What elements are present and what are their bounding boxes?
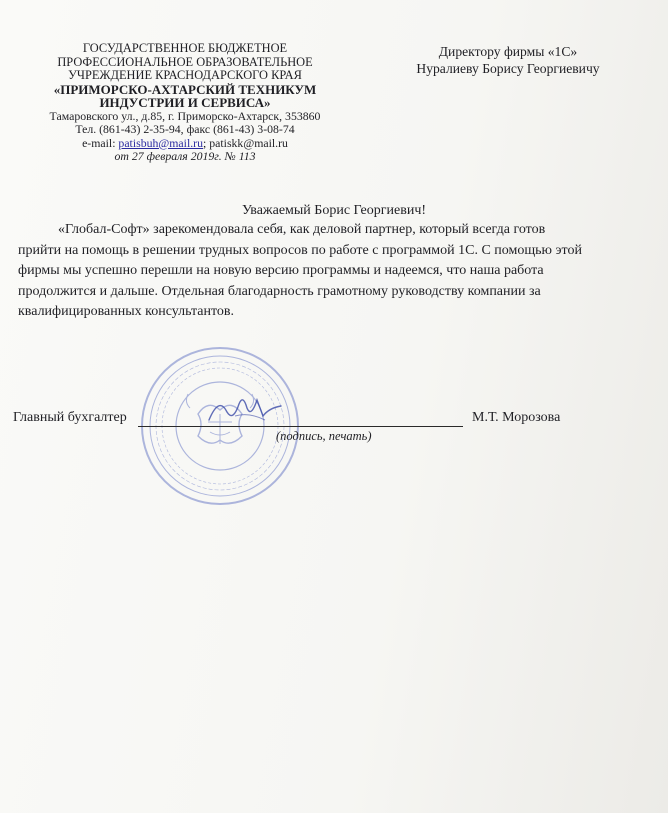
sender-phone: Тел. (861-43) 2-35-94, факс (861-43) 3-08-74 — [75, 122, 295, 136]
sender-letterhead — [20, 42, 350, 164]
sender-address: Тамаровского ул., д.85, г. Приморско-Ахтарск, 353860 — [49, 108, 321, 123]
signature-caption: (подпись, печать) — [276, 429, 372, 443]
email-prefix: e-mail: — [82, 135, 119, 150]
greeting: Уважаемый Борис Георгиевич! — [241, 203, 427, 218]
body-line-4: продолжится и дальше. Отдельная благодарность грамотному руководству компании за — [18, 283, 541, 299]
letter-date-number: от 27 февраля 2019г. № 113 — [114, 149, 256, 163]
body-line-5: квалифицированных консультантов. — [18, 304, 234, 319]
body-line-3: фирмы мы успешно перешли на новую версию программы и надеемся, что наша работа — [18, 263, 544, 278]
sender-line-5: ИНДУСТРИИ И СЕРВИСА» — [99, 95, 271, 110]
email-link-1[interactable]: patisbuh@mail.ru — [118, 135, 204, 150]
sender-email-line — [20, 137, 350, 151]
body-line-1: «Глобал-Софт» зарекомендовала себя, как деловой партнер, который всегда готов — [58, 222, 546, 237]
addressee-line-2: Нуралиеву Борису Георгиевичу — [416, 61, 600, 76]
signature-position: Главный бухгалтер — [13, 410, 127, 425]
body-line-2: прийти на помощь в решении трудных вопросов по работе с программой 1С. С помощью этой — [18, 242, 582, 258]
email-separator: ; — [203, 135, 210, 150]
addressee-line-1: Директору фирмы «1С» — [438, 44, 578, 59]
letter-body — [18, 220, 618, 323]
signature-name: М.Т. Морозова — [472, 410, 561, 425]
handwritten-signature-icon — [205, 386, 285, 428]
signature-line — [138, 426, 463, 427]
sender-line-3: УЧРЕЖДЕНИЕ КРАСНОДАРСКОГО КРАЯ — [68, 68, 302, 82]
sender-line-1: ГОСУДАРСТВЕННОЕ БЮДЖЕТНОЕ — [82, 41, 288, 55]
sender-line-2: ПРОФЕССИОНАЛЬНОЕ ОБРАЗОВАТЕЛЬНОЕ — [57, 54, 313, 69]
sender-line-4: «ПРИМОРСКО-АХТАРСКИЙ ТЕХНИКУМ — [53, 81, 317, 97]
addressee-block — [388, 43, 628, 77]
email-link-2[interactable]: patiskk@mail.ru — [209, 135, 288, 150]
